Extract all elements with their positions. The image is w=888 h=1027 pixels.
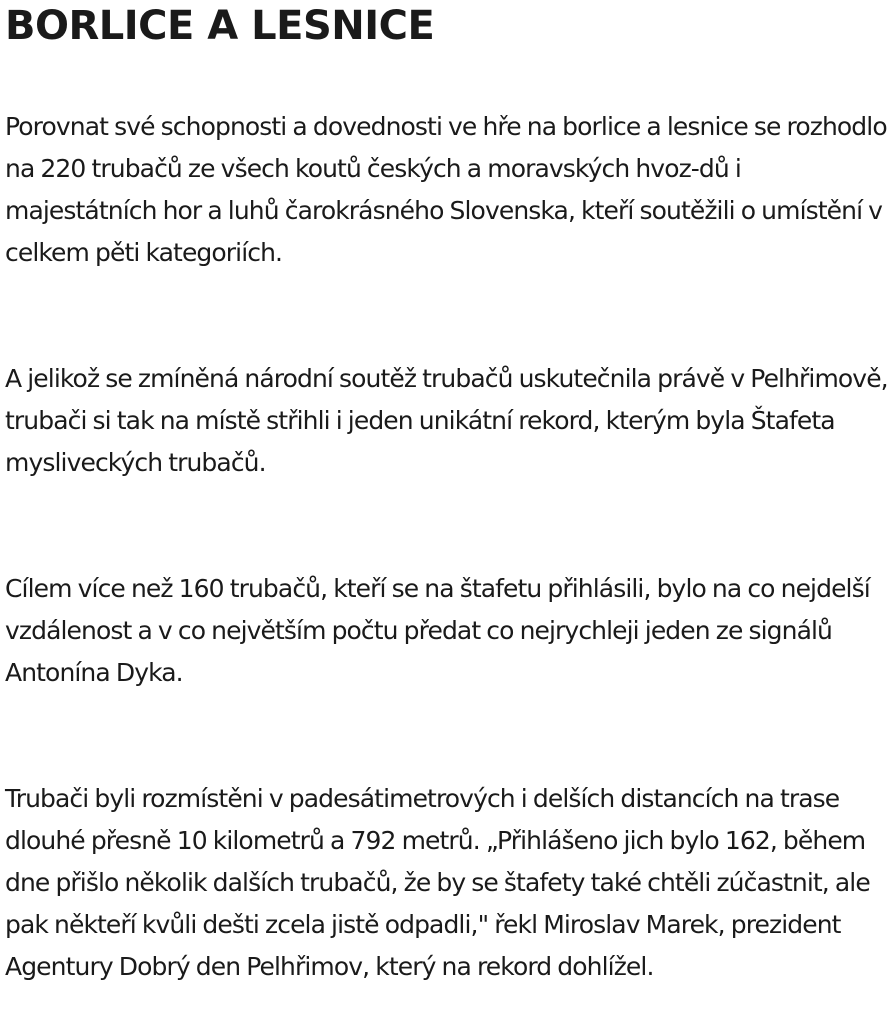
article-title: BORLICE A LESNICE <box>5 3 435 49</box>
article <box>5 0 888 988</box>
article-paragraph: Cílem více než 160 trubačů, kteří se na štafetu přihlásili, bylo na co nejdelší vzdálenost a v co největším počtu předat co nejrychleji jeden ze signálů Antonína Dyka. <box>5 574 870 687</box>
article-paragraph: A jelikož se zmíněná národní soutěž trubačů uskutečnila právě v Pelhřimově, trubači si tak na místě střihli i jeden unikátní rekord, kterým byla Štafeta mysliveckých trubačů. <box>5 364 888 477</box>
article-paragraph: Porovnat své schopnosti a dovednosti ve hře na borlice a lesnice se rozhodlo na 220 trubačů ze všech koutů českých a moravských hvoz-dů i majestátních hor a luhů čarokrásného Slovenska, kteří soutěžili o umístění v celkem pěti kategoriích. <box>5 112 887 267</box>
article-paragraph: Trubači byli rozmístěni v padesátimetrových i delších distancích na trase dlouhé přesně 10 kilometrů a 792 metrů. „Přihlášeno jich bylo 162, během dne přišlo několik dalších trubačů, že by se štafety také chtěli zúčastnit, ale pak někteří kvůli dešti zcela jistě odpadli," řekl Miroslav Marek, prezident Agentury Dobrý den Pelhřimov, který na rekord dohlížel. <box>5 784 870 981</box>
